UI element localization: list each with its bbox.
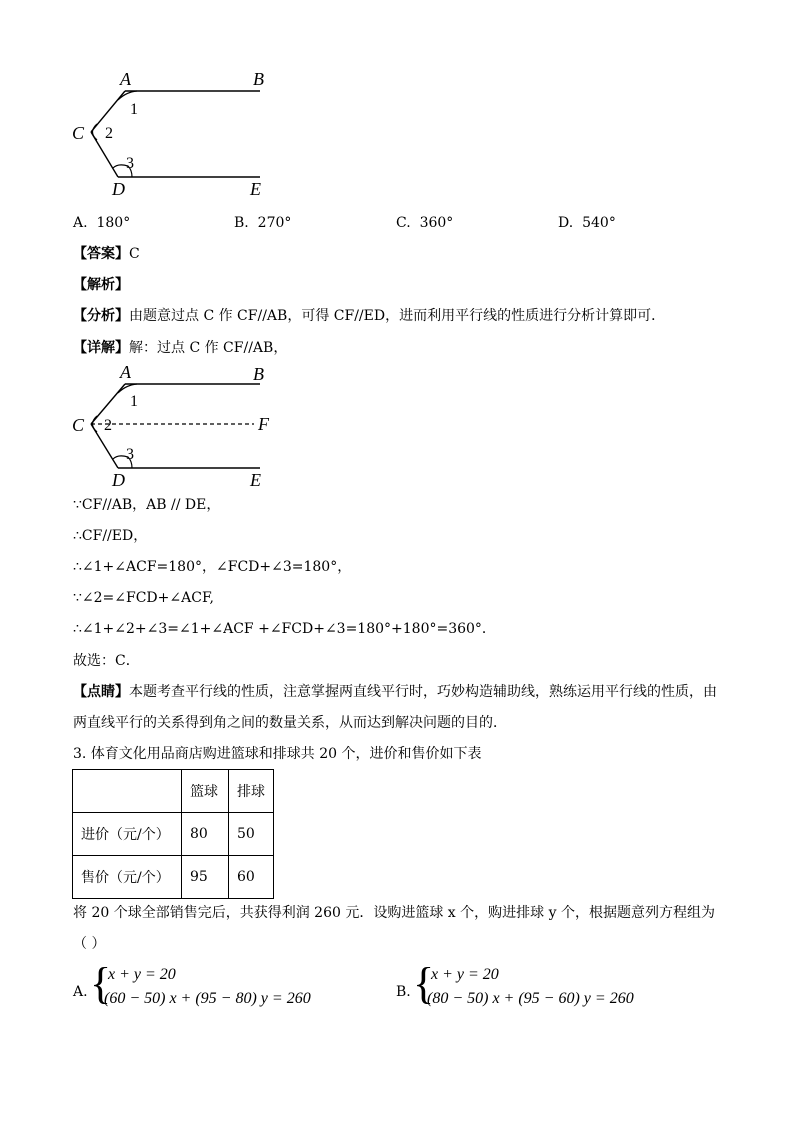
step-2: ∴CF//ED， [73,528,148,544]
option-d[interactable] [558,214,616,232]
angle-1-label: 1 [130,101,138,118]
option-letter: B. [396,984,411,1000]
option-c[interactable] [396,214,453,232]
option-value: 270° [257,215,292,231]
dianjing-tag: 【点睛】 [73,684,129,700]
brace-icon: { [413,959,435,1008]
dianjing-line-1 [73,683,717,701]
angle-3-label: 3 [126,446,134,463]
equation-2: (60 − 50) x + (95 − 80) y = 260 [104,990,311,1007]
angle-2-label: 2 [105,125,113,142]
fenxi-text: 由题意过点 C 作 CF//AB，可得 CF//ED，进而利用平行线的性质进行分析计算即可． [129,308,666,324]
label-b: B [253,69,264,89]
angle-3-label: 3 [126,155,134,172]
angle-2-label: 2 [104,417,112,434]
table-cell: 售价（元/个） [73,856,182,899]
table-cell: 60 [229,856,274,899]
option-value: 180° [96,215,131,231]
option-b[interactable] [234,214,291,232]
label-b: B [253,364,264,384]
q3-stem: 3. 体育文化用品商店购进篮球和排球共 20 个，进价和售价如下表 [73,746,482,762]
option-value: 540° [582,215,616,231]
brace-icon: { [90,959,112,1008]
dianjing-line-2: 两直线平行的关系得到角之间的数量关系，从而达到解决问题的目的． [73,715,507,731]
option-letter: C. [396,215,411,231]
label-d: D [112,179,125,199]
option-value: 360° [419,215,454,231]
label-c: C [72,123,85,143]
q3-question-line: 将 20 个球全部销售完后，共获得利润 260 元．设购进篮球 x 个，购进排球 y 个，根据题意列方程组为 [73,905,715,921]
table-cell: 50 [229,813,274,856]
label-e: E [250,179,261,199]
answer-tag: 【答案】 [73,246,129,262]
price-table [72,769,274,899]
table-header-cell [73,770,182,813]
xiangjie-tag: 【详解】 [73,340,129,356]
table-header-cell: 篮球 [182,770,229,813]
fenxi-line [73,307,665,325]
label-a: A [120,362,131,382]
equation-1: x + y = 20 [431,966,499,983]
q3-paren: （ ） [73,936,106,952]
label-f: F [258,414,269,434]
angle-1-label: 1 [130,393,138,410]
label-d: D [112,470,125,490]
step-4: ∵∠2=∠FCD+∠ACF, [73,590,214,606]
table-cell: 进价（元/个） [73,813,182,856]
table-cell: 80 [182,813,229,856]
label-e: E [250,470,261,490]
step-6: 故选：C． [73,653,140,669]
label-a: A [120,69,131,89]
label-c: C [72,415,85,435]
option-a[interactable] [73,214,130,232]
table-row [73,813,274,856]
step-3: ∴∠1+∠ACF=180°，∠FCD+∠3=180°， [73,559,352,575]
dianjing-text-1: 本题考查平行线的性质，注意掌握两直线平行时，巧妙构造辅助线，熟练运用平行线的性质，由 [129,684,717,700]
option-letter: D. [558,215,574,231]
table-header-row [73,770,274,813]
step-5: ∴∠1+∠2+∠3=∠1+∠ACF +∠FCD+∠3=180°+180°=360°． [73,621,496,637]
analysis-tag: 【解析】 [73,277,129,293]
option-letter: A. [73,215,88,231]
table-header-cell: 排球 [229,770,274,813]
equation-1: x + y = 20 [108,966,176,983]
figure-2 [60,355,290,495]
option-letter: B. [234,215,249,231]
figure-1 [60,62,290,202]
table-cell: 95 [182,856,229,899]
xiangjie-text: 解：过点 C 作 CF//AB， [129,340,288,356]
option-letter: A. [73,984,88,1000]
fenxi-tag: 【分析】 [73,308,129,324]
equation-2: (80 − 50) x + (95 − 60) y = 260 [427,990,634,1007]
answer-line [73,245,140,263]
table-row [73,856,274,899]
step-1: ∵CF//AB，AB // DE， [73,497,221,513]
answer-value: C [129,246,140,262]
